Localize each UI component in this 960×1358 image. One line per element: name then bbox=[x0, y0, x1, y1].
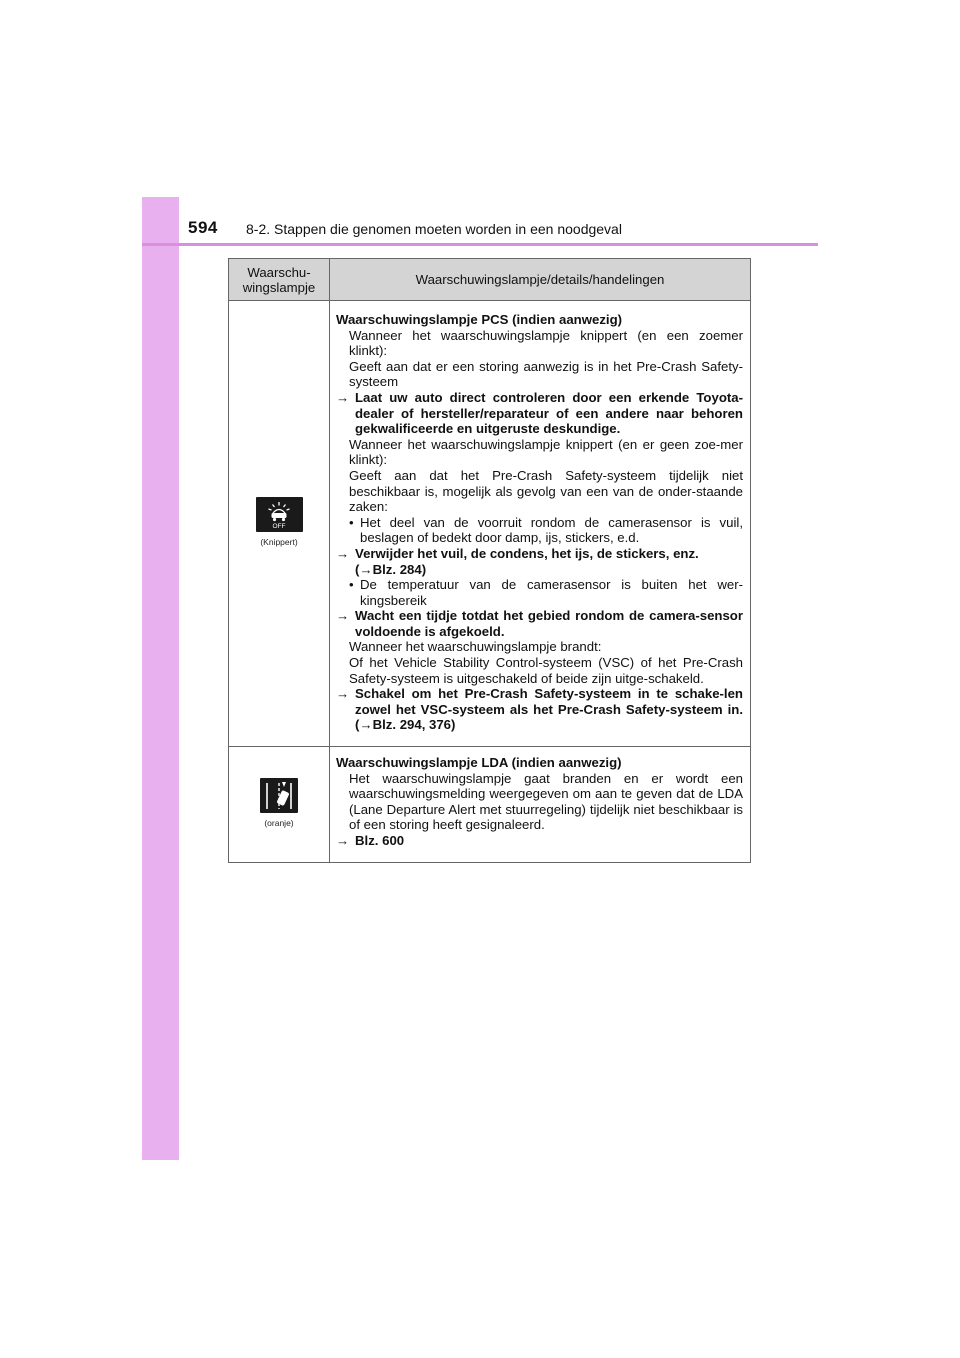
page-reference: (→Blz. 284) bbox=[355, 561, 427, 577]
arrow-icon: → bbox=[336, 686, 350, 702]
row-title-lda: Waarschuwingslampje LDA (indien aanwezig) bbox=[336, 755, 622, 771]
arrow-icon: → bbox=[336, 545, 350, 561]
icon-cell-pcs bbox=[229, 301, 330, 747]
action-line: → Laat uw auto direct controleren door een erkende Toyota-dealer of hersteller/reparateur of een andere naar behoren gekwalificeerde en uitgeruste deskundige. bbox=[336, 389, 743, 437]
table-row-lda bbox=[229, 747, 751, 863]
text-line: Wanneer het waarschuwingslampje knippert (en een zoemer klinkt): bbox=[349, 327, 743, 359]
header-rule bbox=[142, 243, 818, 246]
action-line: → Wacht een tijdje totdat het gebied rondom de camera-sensor voldoende is afgekoeld. bbox=[336, 608, 743, 639]
bullet-icon: • bbox=[349, 577, 354, 593]
warning-light-table bbox=[228, 258, 751, 863]
text-line: Geeft aan dat het Pre-Crash Safety-systeem tijdelijk niet beschikbaar is, mogelijk als gevolg van een van de onder-staande zaken: bbox=[349, 467, 743, 515]
action-line: → Blz. 600 bbox=[336, 833, 405, 848]
col-header-details: Waarschuwingslampje/details/handelingen bbox=[330, 259, 751, 301]
table-header-row bbox=[229, 259, 751, 301]
bullet-item: • De temperatuur van de camerasensor is buiten het wer-kingsbereik bbox=[349, 577, 743, 608]
text-line: Wanneer het waarschuwingslampje knippert (en er geen zoe-mer klinkt): bbox=[349, 436, 743, 468]
details-cell-lda bbox=[330, 747, 751, 863]
page-number: 594 bbox=[188, 218, 218, 237]
icon-caption-knippert: (Knippert) bbox=[260, 536, 298, 547]
arrow-icon: → bbox=[336, 389, 350, 405]
bullet-icon: • bbox=[349, 514, 354, 530]
section-title: 8-2. Stappen die genomen moeten worden in een noodgeval bbox=[246, 221, 622, 237]
icon-cell-lda bbox=[229, 747, 330, 863]
text-line: Het waarschuwingslampje gaat branden en er wordt een waarschuwingsmelding weergegeven om aan te geven dat de LDA (Lane Departure Alert met stuurregeling) tijdelijk niet beschikbaar is of een storing heeft gesignaleerd. bbox=[349, 770, 743, 833]
arrow-icon: → bbox=[336, 608, 350, 624]
text-line: Of het Vehicle Stability Control-systeem (VSC) of het Pre-Crash Safety-systeem is uitgeschakeld of beide zijn uitge-schakeld. bbox=[349, 655, 743, 686]
action-line: → Schakel om het Pre-Crash Safety-systeem in te schake-len zowel het VSC-systeem als het Pre-Crash Safety-systeem in. (→Blz. 294, 376) bbox=[336, 686, 743, 733]
bullet-item: • Het deel van de voorruit rondom de camerasensor is vuil, beslagen of bedekt door damp, ijs, stickers, e.d. bbox=[349, 514, 743, 546]
arrow-icon: → bbox=[336, 833, 350, 848]
pcs-off-warning-icon bbox=[256, 497, 303, 532]
row-title-pcs: Waarschuwingslampje PCS (indien aanwezig) bbox=[336, 312, 623, 327]
details-cell-pcs bbox=[330, 301, 751, 747]
text-line: Geeft aan dat er een storing aanwezig is in het Pre-Crash Safety-systeem bbox=[349, 358, 743, 390]
lda-warning-icon bbox=[260, 778, 298, 813]
text-line: Wanneer het waarschuwingslampje brandt: bbox=[349, 639, 602, 655]
action-line: → Verwijder het vuil, de condens, het ijs, de stickers, enz. bbox=[336, 545, 699, 561]
icon-caption-oranje: (oranje) bbox=[264, 817, 294, 828]
col-header-warning-light: Waarschu- wingslampje bbox=[229, 259, 330, 301]
side-tab-band bbox=[142, 197, 179, 1160]
icon-off-label: OFF bbox=[272, 522, 286, 530]
table-row-pcs bbox=[229, 301, 751, 747]
